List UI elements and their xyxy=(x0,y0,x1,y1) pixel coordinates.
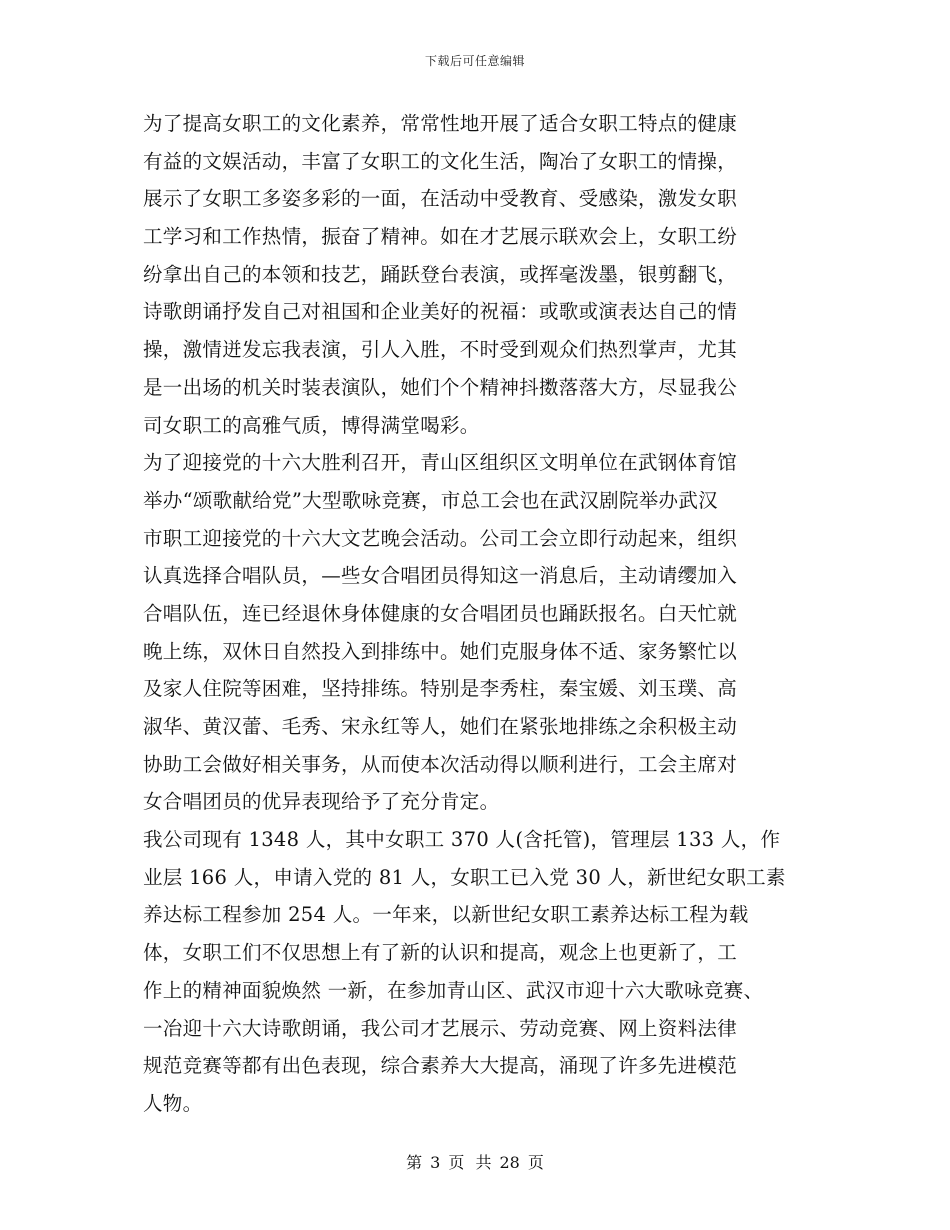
document-body xyxy=(143,105,833,1123)
footer-mid: 页 共 xyxy=(448,1153,492,1172)
paragraph-line: 人物。 xyxy=(143,1091,203,1115)
footer-suffix: 页 xyxy=(527,1153,544,1172)
paragraph-line: 淑华、黄汉蕾、毛秀、宋永红等人，她们在紧张地排练之余积极主动 xyxy=(143,715,738,738)
paragraph-line: 养达标工程参加 254 人。一年来，以新世纪女职工素养达标工程为载 xyxy=(143,903,749,927)
paragraph-line: 体，女职工们不仅思想上有了新的认识和提高，观念上也更新了，工 xyxy=(143,941,738,965)
paragraph-line: 为了迎接党的十六大胜利召开，青山区组织区文明单位在武钢体育馆 xyxy=(143,451,738,475)
paragraph-line: 操，激情迸发忘我表演，引人入胜，不时受到观众们热烈掌声，尤其 xyxy=(143,338,738,362)
paragraph xyxy=(143,105,833,444)
paragraph-line: 规范竞赛等都有出色表现，综合素养大大提高，涌现了许多先进模范 xyxy=(143,1054,738,1078)
footer-page-number: 3 xyxy=(430,1153,441,1172)
paragraph-line: 业层 166 人，申请入党的 81 人，女职工已入党 30 人，新世纪女职工素 xyxy=(143,865,786,889)
paragraph-line: 举办“颂歌献给党”大型歌咏竞赛，市总工会也在武汉剧院举办武汉 xyxy=(143,488,718,512)
paragraph-line: 司女职工的高雅气质，博得满堂喝彩。 xyxy=(143,413,480,437)
paragraph-line: 为了提高女职工的文化素养，常常性地开展了适合女职工特点的健康 xyxy=(143,112,738,135)
footer-prefix: 第 xyxy=(406,1153,423,1172)
paragraph-line: 合唱队伍，连已经退休身体健康的女合唱团员也踊跃报名。白天忙就 xyxy=(143,601,738,625)
paragraph-line: 我公司现有 1348 人，其中女职工 370 人(含托管)，管理层 133 人，作 xyxy=(143,828,781,852)
paragraph xyxy=(143,444,833,821)
footer-page-total: 28 xyxy=(499,1153,520,1172)
paragraph-line: 一冶迎十六大诗歌朗诵，我公司才艺展示、劳动竞赛、网上资料法律 xyxy=(143,1016,738,1040)
paragraph-line: 女合唱团员的优异表现给予了充分肯定。 xyxy=(143,790,500,814)
paragraph-line: 有益的文娱活动，丰富了女职工的文化生活，陶冶了女职工的情操， xyxy=(143,149,738,173)
header-note: 下载后可任意编辑 xyxy=(424,54,525,68)
paragraph-line: 协助工会做好相关事务，从而使本次活动得以顺利进行，工会主席对 xyxy=(143,752,738,776)
paragraph-line: 认真选择合唱队员，—些女合唱团员得知这一消息后，主动请缨加入 xyxy=(143,564,738,588)
paragraph-line: 晚上练，双休日自然投入到排练中。她们克服身体不适、家务繁忙以 xyxy=(143,639,738,663)
paragraph-line: 工学习和工作热情，振奋了精神。如在才艺展示联欢会上，女职工纷 xyxy=(143,225,738,249)
paragraph-line: 是一出场的机关时装表演队，她们个个精神抖擞落落大方，尽显我公 xyxy=(143,375,738,399)
paragraph-line: 诗歌朗诵抒发自己对祖国和企业美好的祝福：或歌或演表达自己的情 xyxy=(143,300,738,324)
paragraph-line: 及家人住院等困难，坚持排练。特别是李秀柱，秦宝媛、刘玉璞、高 xyxy=(143,677,738,701)
paragraph-line: 作上的精神面貌焕然 一新，在参加青山区、武汉市迎十六大歌咏竞赛、 xyxy=(143,978,764,1002)
paragraph xyxy=(143,821,833,1123)
paragraph-line: 纷拿出自己的本领和技艺，踊跃登台表演，或挥毫泼墨，银剪翻飞， xyxy=(143,262,738,286)
paragraph-line: 市职工迎接党的十六大文艺晚会活动。公司工会立即行动起来，组织 xyxy=(143,526,738,550)
page-footer xyxy=(0,1150,950,1173)
paragraph-line: 展示了女职工多姿多彩的一面，在活动中受教育、受感染，激发女职 xyxy=(143,187,738,211)
